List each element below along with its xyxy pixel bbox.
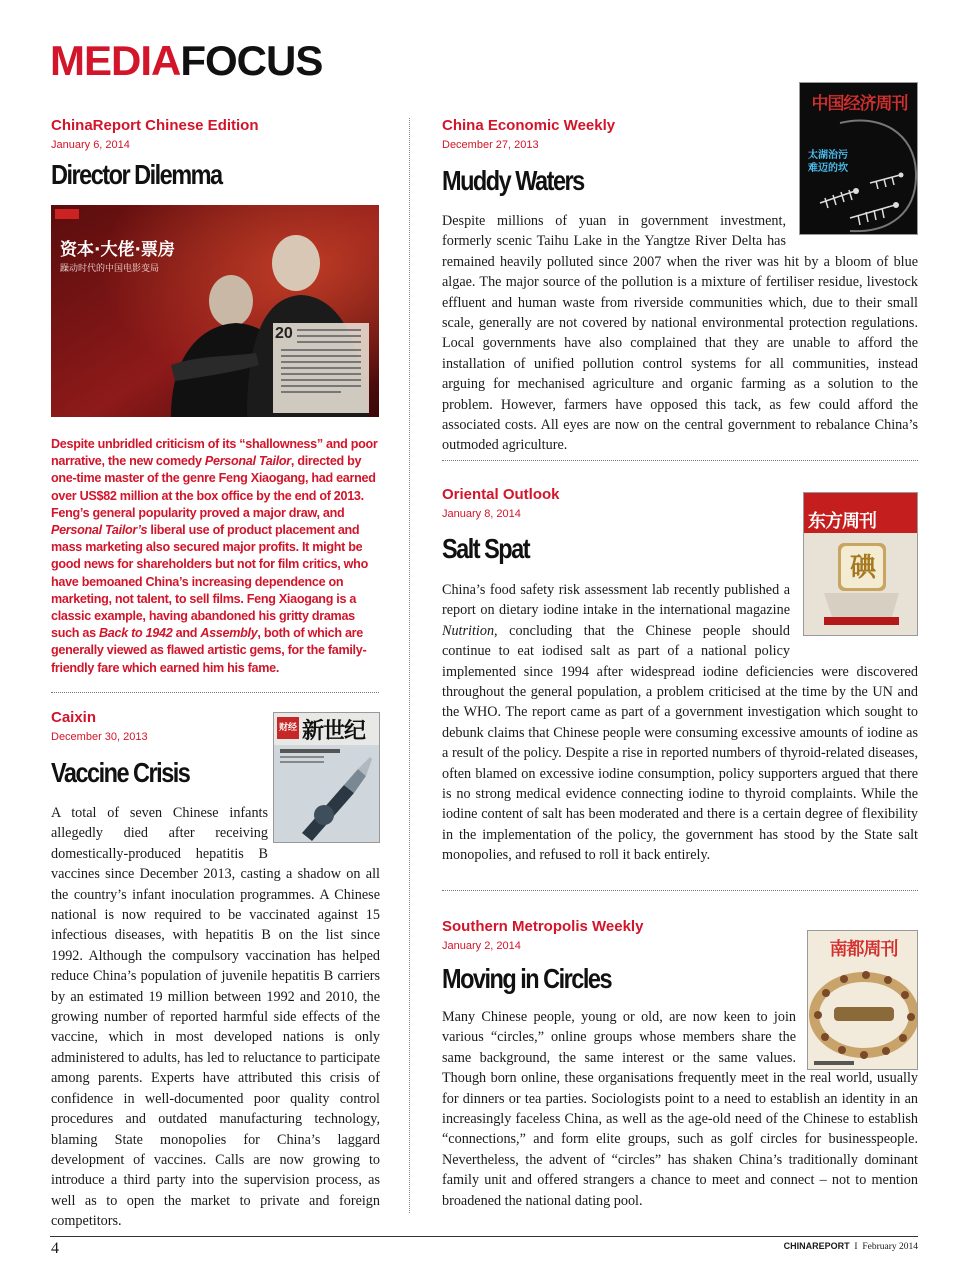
source-salt: Oriental Outlook (442, 486, 560, 503)
page-number: 4 (51, 1240, 59, 1257)
cew-cover-title: 中国经济周刊 (811, 94, 908, 114)
director-photo (51, 205, 379, 417)
director-photo-subtitle: 躁动时代的中国电影变局 (60, 264, 160, 274)
body-salt (442, 580, 918, 866)
lead-director-segment: Personal Tailor (204, 454, 291, 469)
oo-cover-title: 东方周刊 (808, 511, 876, 532)
caixin-cover-logo: 财经 (277, 717, 299, 739)
lead-director (51, 436, 380, 677)
footer-sep: I (854, 1242, 858, 1252)
date-salt: January 8, 2014 (442, 508, 521, 520)
body-circles (442, 1007, 918, 1211)
body-circles-text: Many Chinese people, young or old, are now keen to join various “circles,” online groups whose members share the same background, the same interest or the same values. Though born online, these organisations frequently meet in the real world, usually for dinners or tea parties. Sociologists point to a need to establish an identity in an increasingly faceless China, as well as the age-old need of the Chinese to establish “connections,” and form elite groups, such as golf circles for businesspeople. Nevertheless, the advent of “circles” has shaken China’s traditionally dominant family unit and offered strangers a chance to meet and connect – not to mention broadened the national dating pool. (442, 1009, 918, 1209)
body-salt-segment: , concluding that the Chinese people should continue to eat iodised salt as part of a national policy implemented since 1994 after widespread iodine deficiencies were discovered throughout the general population, a problem criticised at the time by the UN and the WHO. The report came as part of a government investigation which sought to debunk claims that Chinese people were consuming excessive amounts of iodine as a result of the policy. Despite a rise in reported numbers of thyroid-related diseases, often blamed on excessive iodine consumption, policy supporters argued that there is no strong medical evidence connecting iodine to thyroid complaints. While the iodine content of salt has been moderated and there is a certain degree of flexibility in the implementation of the policy, the government has stood by the State salt monopolies, and refused to roll it back entirely. (442, 622, 918, 864)
source-muddy: China Economic Weekly (442, 117, 616, 134)
body-salt-segment: Nutrition (442, 622, 495, 639)
masthead-focus: FOCUS (180, 37, 323, 84)
lead-director-segment: , directed by one-time master of the genre Feng Xiaogang, had earned over US$82 million at the box office by the end of 2013. Feng’s general popularity proved a major draw, and (51, 454, 376, 520)
lead-director-segment: Despite unbridled criticism of its “shallowness” and poor narrative, the new comedy (51, 437, 378, 469)
lead-director-segment: Back to 1942 (99, 626, 173, 641)
footer-credit (784, 1241, 918, 1252)
cew-cover-sub: 太湖治污 难迈的坎 (808, 150, 848, 174)
headline-circles: Moving in Circles (442, 963, 612, 994)
body-muddy (442, 211, 918, 456)
body-salt-segment: China’s food safety risk assessment lab recently published a report on dietary iodine intake in the international magazine (442, 582, 790, 619)
date-circles: January 2, 2014 (442, 940, 521, 952)
caixin-cover-title: 新世纪 (302, 719, 366, 744)
lead-director-segment: , both of which are generally viewed as flawed artistic gems, for the family-friendly fare which earned him his fame. (51, 626, 367, 675)
director-photo-title: 资本·大佬·票房 (60, 240, 175, 260)
body-vaccine-text: A total of seven Chinese infants allegedly died after receiving domestically-produced hepatitis B vaccines since December 2013, casting a shadow on all the country’s infant inoculation programmes. A Chinese national is now required to be vaccinated against 15 infectious diseases, with hepatitis B on the list since 1992. Although the compulsory vaccination has helped reduce China’s population of juvenile hepatitis B carriers by an estimated 19 million between 1992 and 2010, the growing number of reported harmful side effects of the vaccine, which in most developed nations is only administered to adults, has led to reluctance to participate among parents. Experts have attributed this crisis of confidence in well-documented poor quality control procedures and outdated manufacturing technology, blaming State monopolies for China’s laggard development of vaccines. Calls are now growing to introduce a third party into the supervision process, as well as to open the market to private and foreign competitors. (51, 805, 380, 1230)
body-muddy-text: Despite millions of yuan in government investment, formerly scenic Taihu Lake in the Yangtze River Delta has remained heavily polluted since 2007 when the river was hit by a bloom of blue algae. The major source of the pollution is a mixture of fertiliser residue, livestock effluent and human waste from riverside communities which, due to their small scale, generally are not covered by national environmental protection regulations. Local governments have also complained that they are unable to afford the installation of unified pollution control systems for all communities, instead arguing for mechanised agriculture and organic farming as a solution to the problem. However, farmers have opposed this tack, as few could afford the associated costs. All eyes are now on the central government to rebalance China’s outmoded agriculture. (442, 213, 918, 454)
separator (51, 692, 379, 693)
footer-issue: February 2014 (862, 1242, 918, 1252)
date-director: January 6, 2014 (51, 139, 130, 151)
source-director: ChinaReport Chinese Edition (51, 117, 259, 134)
separator (442, 890, 918, 891)
body-vaccine (51, 803, 380, 1232)
headline-muddy: Muddy Waters (442, 165, 584, 196)
lead-director-segment: Assembly (200, 626, 258, 641)
oo-cover-glyph: 碘 (849, 553, 876, 583)
lead-director-segment: and (172, 626, 201, 641)
date-vaccine: December 30, 2013 (51, 731, 148, 743)
column-divider (409, 118, 410, 1213)
director-photo-number: 20 (275, 325, 293, 342)
lead-director-segment: Personal Tailor’s (51, 523, 148, 538)
smw-cover-title: 南都周刊 (829, 939, 898, 960)
footer-rule (50, 1236, 918, 1237)
source-circles: Southern Metropolis Weekly (442, 918, 644, 935)
date-muddy: December 27, 2013 (442, 139, 539, 151)
separator (442, 460, 918, 461)
headline-salt: Salt Spat (442, 533, 530, 564)
source-vaccine: Caixin (51, 709, 97, 726)
masthead (50, 37, 323, 84)
headline-vaccine: Vaccine Crisis (51, 757, 190, 788)
headline-director: Director Dilemma (51, 159, 222, 190)
footer-brand: CHINAREPORT (783, 1241, 850, 1251)
lead-director-segment: liberal use of product placement and mass marketing also secured major profits. It might be good news for shareholders but not for film critics, who have bemoaned China’s increasing dependence on marketing, not talent, to sell films. Feng Xiaogang is a classic example, having abandoned his gritty dramas such as (51, 523, 368, 641)
masthead-media: MEDIA (50, 37, 181, 84)
